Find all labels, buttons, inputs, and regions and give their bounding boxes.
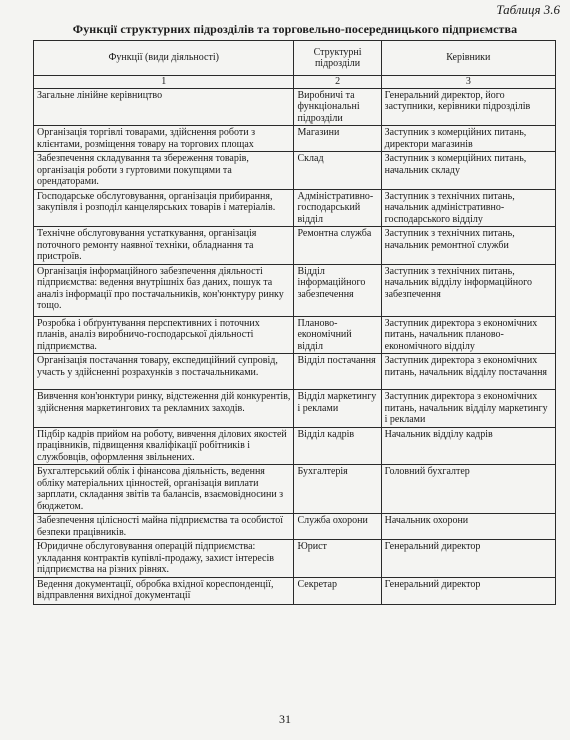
cell-unit: Планово-економічний відділ [294, 316, 381, 354]
cell-head: Заступник директора з економічних питань, начальник відділу постачання [381, 354, 555, 390]
cell-unit: Склад [294, 152, 381, 190]
cell-function: Юридичне обслуговування операцій підприємства: укладання контрактів купівлі-продажу, захист інтересів підприємства на різних рівнях. [34, 540, 294, 578]
cell-function: Підбір кадрів прийом на роботу, вивчення ділових якостей працівників, підвищення кваліфікації робітників і службовців, оформлення звільнених. [34, 427, 294, 465]
cell-unit: Служба охорони [294, 514, 381, 540]
table-row [34, 390, 556, 428]
cell-unit: Юрист [294, 540, 381, 578]
page-number: 31 [279, 712, 291, 726]
cell-function: Забезпечення складування та збереження товарів, організація роботи з гуртовими покупцями та орендаторами. [34, 152, 294, 190]
cell-unit: Відділ постачання [294, 354, 381, 390]
cell-unit: Секретар [294, 577, 381, 604]
cell-head: Заступник з технічних питань, начальник ремонтної служби [381, 227, 555, 265]
table-row [34, 88, 556, 126]
cell-head: Генеральний директор [381, 577, 555, 604]
cell-head: Начальник охорони [381, 514, 555, 540]
table-row [34, 264, 556, 316]
column-number: 1 [34, 76, 294, 89]
table-row [34, 126, 556, 152]
table-row [34, 354, 556, 390]
cell-unit: Відділ інформаційного забезпечення [294, 264, 381, 316]
cell-unit: Адміністративно-господарський відділ [294, 189, 381, 227]
cell-unit: Виробничі та функціональні підрозділи [294, 88, 381, 126]
table-label: Таблиця 3.6 [496, 2, 560, 17]
cell-head: Заступник з технічних питань, начальник адміністративно-господарського відділу [381, 189, 555, 227]
table-row [34, 427, 556, 465]
table-row [34, 227, 556, 265]
table-row [34, 152, 556, 190]
cell-function: Забезпечення цілісності майна підприємства та особистої безпеки працівників. [34, 514, 294, 540]
table-row [34, 316, 556, 354]
header-heads: Керівники [381, 41, 555, 76]
cell-function: Вивчення кон'юнктури ринку, відстеження дій конкурентів, здійснення маркетингових та рекламних заходів. [34, 390, 294, 428]
table-body [34, 88, 556, 604]
cell-function: Ведення документації, обробка вхідної кореспонденції, відправлення вихідної документації [34, 577, 294, 604]
table-title: Функції структурних підрозділів та торговельно-посередницького підприємства [72, 22, 518, 36]
table-row [34, 514, 556, 540]
cell-head: Генеральний директор [381, 540, 555, 578]
column-number: 3 [381, 76, 555, 89]
cell-head: Заступник директора з економічних питань, начальник планово-економічного відділу [381, 316, 555, 354]
cell-function: Бухгалтерський облік і фінансова діяльність, ведення обліку матеріальних цінностей, організація виплати зарплати, складання звітів та балансів, взаємовідносини з бюджетом. [34, 465, 294, 514]
cell-head: Заступник з комерційних питань, директори магазинів [381, 126, 555, 152]
cell-unit: Магазини [294, 126, 381, 152]
cell-head: Заступник з технічних питань, начальник відділу інформаційного забезпечення [381, 264, 555, 316]
functions-table [33, 40, 556, 605]
cell-function: Організація постачання товару, експедиційний супровід, участь у здійсненні розрахунків з постачальниками. [34, 354, 294, 390]
cell-unit: Відділ кадрів [294, 427, 381, 465]
cell-unit: Ремонтна служба [294, 227, 381, 265]
header-units: Структурні підрозділи [294, 41, 381, 76]
cell-head: Головний бухгалтер [381, 465, 555, 514]
cell-function: Технічне обслуговування устаткування, організація поточного ремонту наявної техніки, обладнання та пристроїв. [34, 227, 294, 265]
cell-function: Господарське обслуговування, організація прибирання, закупівля і розподіл канцелярських товарів і матеріалів. [34, 189, 294, 227]
table-row [34, 465, 556, 514]
cell-head: Начальник відділу кадрів [381, 427, 555, 465]
header-functions: Функції (види діяльності) [34, 41, 294, 76]
cell-unit: Відділ маркетингу і реклами [294, 390, 381, 428]
cell-head: Заступник з комерційних питань, начальник складу [381, 152, 555, 190]
table-header-row [34, 41, 556, 76]
column-number-row [34, 76, 556, 89]
table-row [34, 540, 556, 578]
cell-function: Організація інформаційного забезпечення діяльності підприємства: ведення внутрішніх баз даних, пошук та аналіз інформації про постачальників, кон'юнктуру ринку тощо. [34, 264, 294, 316]
cell-unit: Бухгалтерія [294, 465, 381, 514]
table-row [34, 189, 556, 227]
cell-function: Розробка і обґрунтування перспективних і поточних планів, аналіз виробничо-господарської діяльності підприємства. [34, 316, 294, 354]
cell-head: Заступник директора з економічних питань, начальник відділу маркетингу і реклами [381, 390, 555, 428]
cell-function: Організація торгівлі товарами, здійснення роботи з клієнтами, розміщення товару на торгових площах [34, 126, 294, 152]
cell-head: Генеральний директор, його заступники, керівники підрозділів [381, 88, 555, 126]
column-number: 2 [294, 76, 381, 89]
table-row [34, 577, 556, 604]
cell-function: Загальне лінійне керівництво [34, 88, 294, 126]
